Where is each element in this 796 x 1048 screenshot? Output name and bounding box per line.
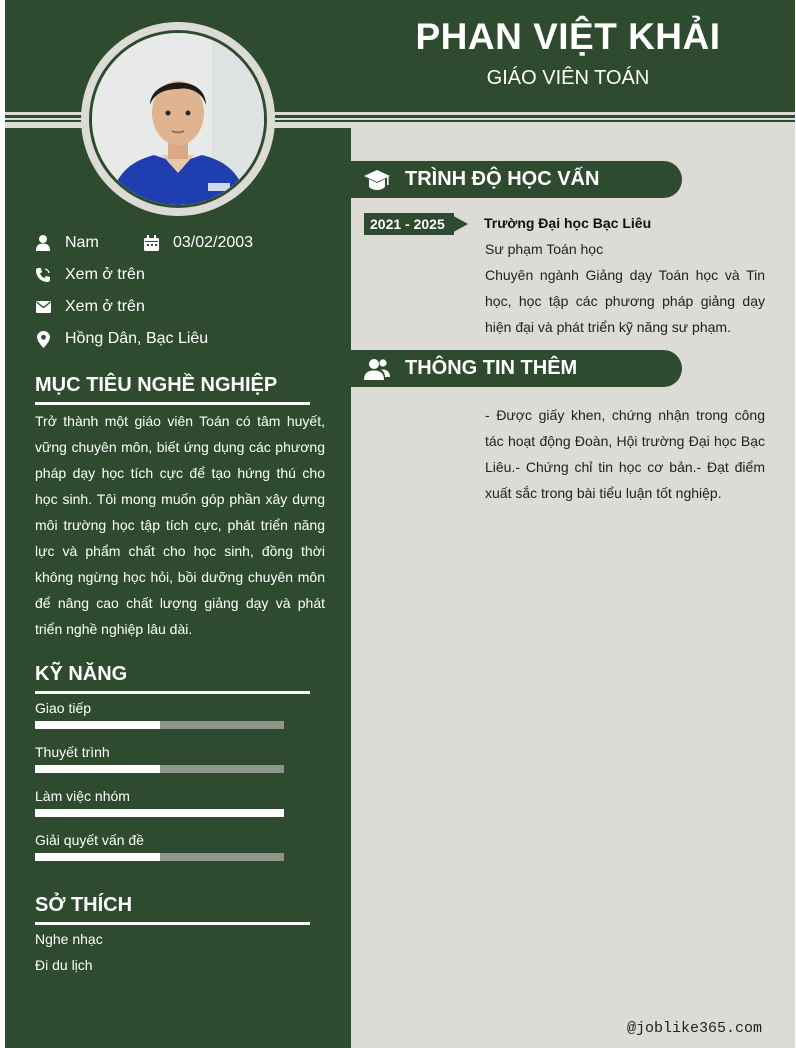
contact-gender: Nam [35, 234, 99, 252]
cv-page [5, 0, 795, 1048]
user-icon [35, 235, 51, 251]
skill-bar-fill [35, 809, 284, 817]
skill-name: Giao tiếp [35, 700, 92, 716]
skills-title: KỸ NĂNG [35, 663, 128, 685]
calendar-icon [143, 235, 159, 251]
education-header [351, 161, 682, 198]
education-major: Sư phạm Toán học [485, 241, 604, 257]
job-title: GIÁO VIÊN TOÁN [486, 67, 650, 89]
objective-title: MỤC TIÊU NGHỀ NGHIỆP [35, 374, 278, 396]
profile-photo [92, 33, 264, 205]
education-description: Chuyên ngành Giảng dạy Toán học và Tin học, học tập các phương pháp giảng dạy hiện đại và phát triển kỹ năng sư phạm. [485, 267, 765, 335]
avatar [89, 30, 267, 208]
skill-bar-fill [35, 721, 160, 729]
skill-bar [35, 721, 284, 729]
graduation-cap-icon [363, 166, 391, 194]
skill-bar-fill [35, 853, 160, 861]
skill-bar [35, 853, 284, 861]
extra-title: THÔNG TIN THÊM [405, 357, 578, 379]
watermark: @joblike365.com [627, 1020, 763, 1037]
skill-bar [35, 809, 284, 817]
skill-name: Thuyết trình [35, 744, 110, 760]
hobby-item: Đi du lịch [35, 957, 93, 973]
phone-icon [35, 267, 51, 283]
contact-birthdate: 03/02/2003 [143, 234, 253, 252]
hobbies-rule [35, 922, 310, 925]
hobby-item: Nghe nhạc [35, 931, 103, 947]
education-school: Trường Đại học Bạc Liêu [484, 215, 652, 231]
contact-address: Hồng Dân, Bạc Liêu [35, 330, 208, 348]
contact-phone: Xem ở trên [35, 266, 145, 284]
skill-bar [35, 765, 284, 773]
objective-rule [35, 402, 310, 405]
education-period: 2021 - 2025 [364, 213, 454, 235]
education-period-arrow [448, 213, 468, 235]
skill-bar-fill [35, 765, 160, 773]
users-icon [363, 355, 391, 383]
location-icon [35, 331, 51, 347]
skill-name: Làm việc nhóm [35, 788, 130, 804]
candidate-name: PHAN VIỆT KHẢI [415, 16, 721, 57]
skill-name: Giải quyết vấn đề [35, 832, 144, 848]
hobbies-title: SỞ THÍCH [35, 894, 133, 916]
envelope-icon [35, 299, 51, 315]
education-title: TRÌNH ĐỘ HỌC VẤN [405, 168, 600, 190]
extra-header [351, 350, 682, 387]
skills-rule [35, 691, 310, 694]
extra-text: - Được giấy khen, chứng nhận trong công tác hoạt động Đoàn, Hội trường Đại học Bạc Liêu.- Chứng chỉ tin học cơ bản.- Đạt điểm xuất sắc trong bài tiểu luận tốt nghiệp. [485, 407, 765, 501]
objective-text: Trở thành một giáo viên Toán có tâm huyết, vững chuyên môn, biết ứng dụng các phương pháp dạy học tích cực để tạo hứng thú cho học sinh. Tôi mong muốn góp phần xây dựng môi trường học tập tích cực, phát triển năng lực và phẩm chất cho học sinh, đồng thời không ngừng học hỏi, bồi dưỡng chuyên môn để nâng cao chất lượng giảng dạy và phát triển nghề nghiệp lâu dài. [35, 413, 325, 637]
contact-email: Xem ở trên [35, 298, 145, 316]
